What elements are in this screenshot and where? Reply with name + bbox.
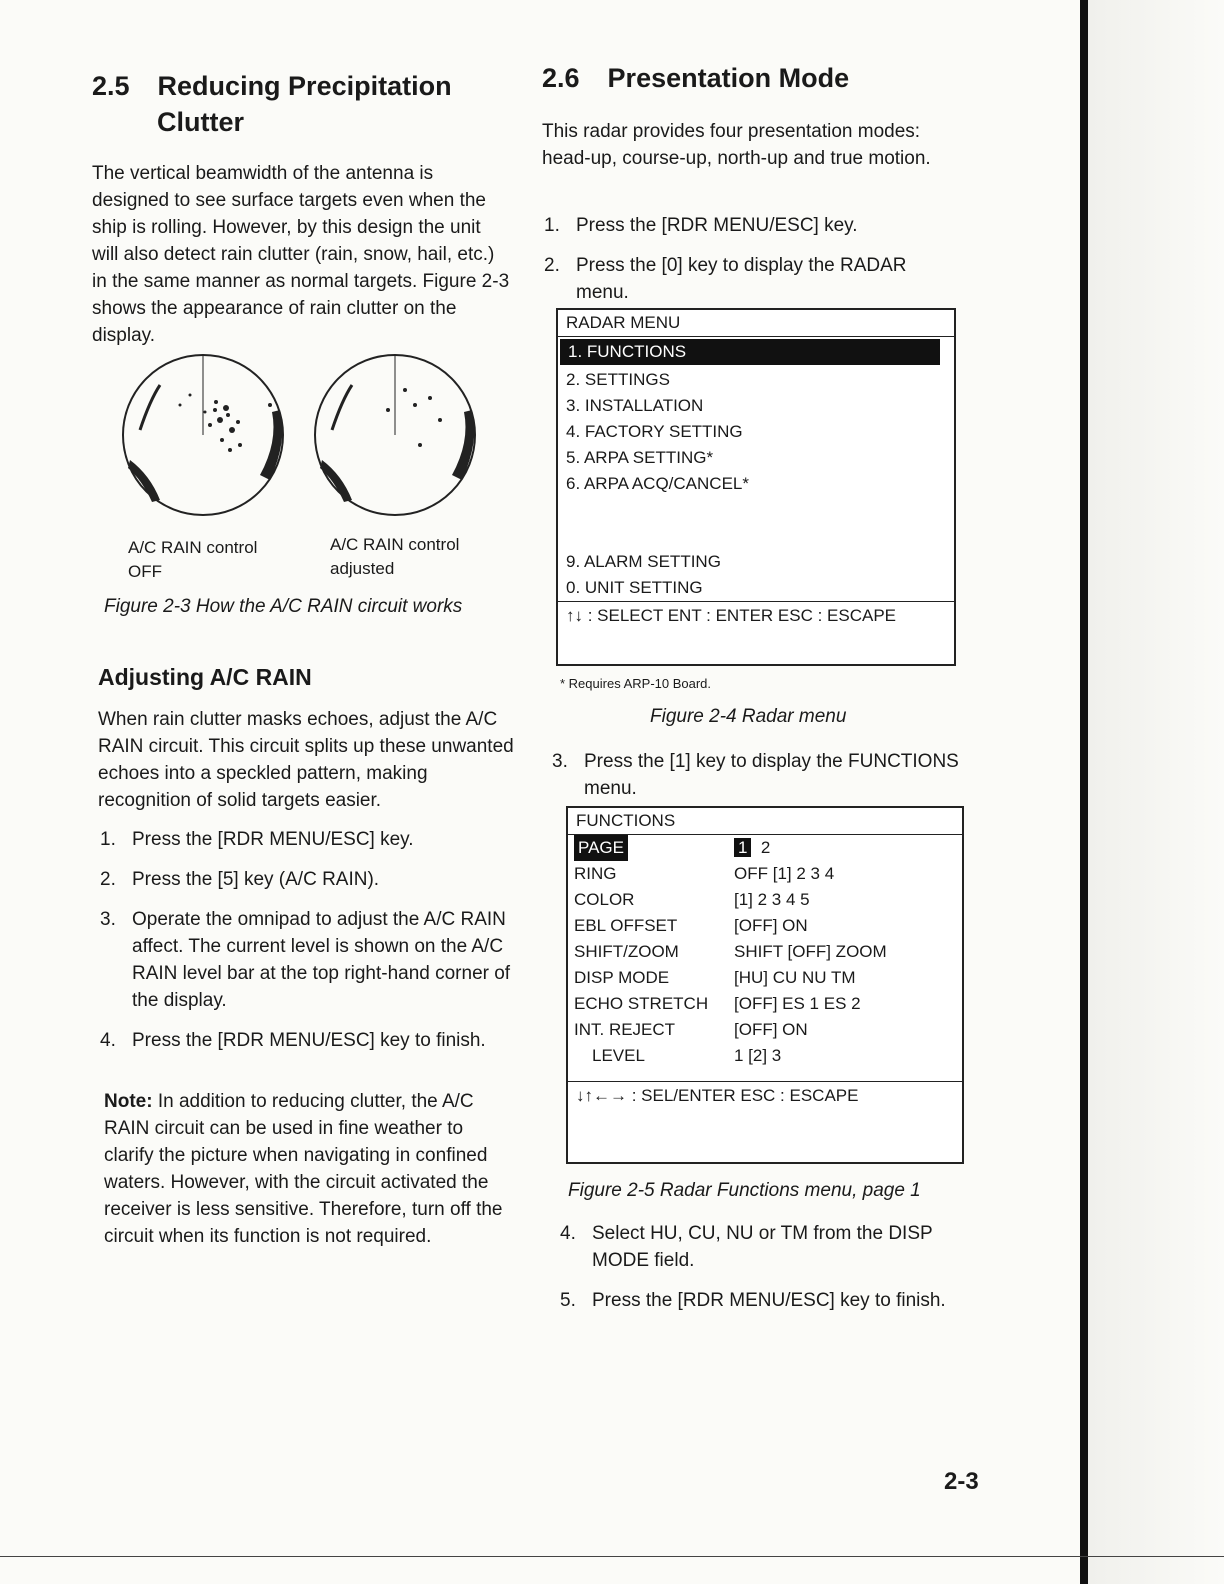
radar-scope-off (123, 355, 283, 515)
functions-row-echo-stretch[interactable] (568, 991, 962, 1017)
list-item (544, 252, 964, 306)
step-text: Press the [1] key to display the FUNCTIONS menu. (584, 751, 959, 799)
section-2-6-heading (542, 60, 849, 96)
figure-2-3-caption: Figure 2-3 How the A/C RAIN circuit works (104, 596, 463, 617)
section-number: 2.5 (92, 71, 130, 101)
row-label: LEVEL (592, 1046, 645, 1065)
note-label: Note: (104, 1091, 153, 1112)
note-paragraph (104, 1088, 516, 1250)
radar-menu-item-functions[interactable]: 1. FUNCTIONS (560, 339, 940, 365)
menu-gap (568, 1069, 962, 1081)
figure-label-adjusted (330, 533, 459, 581)
step-number: 5. (560, 1290, 576, 1311)
step-number: 3. (552, 751, 568, 772)
functions-menu-footer: ↓↑←→ : SEL/ENTER ESC : ESCAPE (568, 1081, 962, 1142)
list-item (100, 826, 514, 853)
step-text: Press the [RDR MENU/ESC] key to finish. (132, 1030, 486, 1051)
row-value: [1] 2 3 4 5 (734, 890, 810, 909)
row-value: SHIFT [OFF] ZOOM (734, 942, 887, 961)
ac-rain-steps-list (100, 826, 514, 1067)
list-item (552, 748, 972, 802)
section-2-5-heading (92, 68, 512, 140)
label-adjusted-line1: A/C RAIN control (330, 535, 460, 554)
presentation-steps-a (544, 212, 964, 319)
list-item (560, 1287, 974, 1314)
functions-row-level[interactable] (568, 1043, 962, 1069)
row-label: RING (574, 864, 617, 883)
radar-scope-adjusted (315, 355, 475, 515)
step-text: Press the [5] key (A/C RAIN). (132, 869, 380, 890)
list-item (100, 1027, 514, 1054)
functions-row-page (568, 835, 962, 861)
step-text: Press the [RDR MENU/ESC] key. (576, 215, 858, 236)
row-value: 1 [2] 3 (734, 1046, 782, 1065)
step-number: 1. (544, 215, 560, 236)
note-text: In addition to reducing clutter, the A/C RAIN circuit can be used in fine weather to clarify the picture when navigating in confined waters. However, with the circuit activated the receiver is less sensitive. Therefore, turn off the circuit when its function is not required. (104, 1091, 503, 1247)
list-item (560, 1220, 974, 1274)
arp-footnote: * Requires ARP-10 Board. (560, 676, 712, 691)
page-label[interactable]: PAGE (574, 835, 628, 861)
presentation-step-3 (552, 748, 972, 815)
row-value: [OFF] ES 1 ES 2 (734, 994, 861, 1013)
radar-menu-item-installation[interactable]: 3. INSTALLATION (566, 396, 704, 415)
step-number: 1. (100, 829, 116, 850)
step-text: Press the [0] key to display the RADAR menu. (576, 255, 907, 303)
section-title-line1: Reducing Precipitation (157, 71, 452, 101)
row-value: [OFF] ON (734, 1020, 808, 1039)
radar-menu-box (556, 308, 956, 666)
functions-menu-box (566, 806, 964, 1164)
presentation-steps-b (560, 1220, 974, 1327)
list-item (544, 212, 964, 239)
step-text: Operate the omnipad to adjust the A/C RAIN affect. The current level is shown on the A/C RAIN level bar at the top right-hand corner of the display. (132, 909, 511, 1011)
step-number: 3. (100, 909, 116, 930)
radar-menu-item-arpa-acq-cancel[interactable]: 6. ARPA ACQ/CANCEL* (566, 474, 749, 493)
figure-2-5-caption: Figure 2-5 Radar Functions menu, page 1 (568, 1180, 921, 1201)
functions-row-shift-zoom[interactable] (568, 939, 962, 965)
functions-row-ebl-offset[interactable] (568, 913, 962, 939)
functions-row-ring[interactable] (568, 861, 962, 887)
step-number: 2. (544, 255, 560, 276)
row-label: ECHO STRETCH (574, 994, 709, 1013)
row-label: SHIFT/ZOOM (574, 942, 679, 961)
book-spine-edge (1080, 0, 1224, 1584)
rain-clutter-figure (120, 350, 520, 525)
radar-menu-title: RADAR MENU (558, 310, 954, 337)
radar-menu-footer: ↑↓ : SELECT ENT : ENTER ESC : ESCAPE (558, 601, 954, 662)
row-value: [OFF] ON (734, 916, 808, 935)
row-value: [HU] CU NU TM (734, 968, 856, 987)
intro-paragraph: The vertical beamwidth of the antenna is designed to see surface targets even when the ship is rolling. However, by this design the unit will also detect rain clutter (rain, snow, hail, etc.) in the same manner as normal targets. Figure 2-3 shows the appearance of rain clutter on the display. (92, 163, 510, 346)
adjusting-intro-paragraph: When rain clutter masks echoes, adjust the A/C RAIN circuit. This circuit splits up these unwanted echoes into a speckled pattern, making recognition of solid targets easier. (98, 709, 514, 811)
radar-menu-item-factory-setting[interactable]: 4. FACTORY SETTING (566, 422, 743, 441)
functions-row-int-reject[interactable] (568, 1017, 962, 1043)
row-label: COLOR (574, 890, 635, 909)
bottom-rule (0, 1556, 1224, 1557)
row-label: DISP MODE (574, 968, 670, 987)
step-number: 4. (100, 1030, 116, 1051)
radar-menu-item-arpa-setting[interactable]: 5. ARPA SETTING* (566, 448, 714, 467)
label-off-line2: OFF (128, 562, 162, 581)
radar-menu-item-unit-setting[interactable]: 0. UNIT SETTING (566, 578, 703, 597)
menu-gap (558, 497, 954, 549)
label-adjusted-line2: adjusted (330, 559, 395, 578)
list-item (100, 906, 514, 1014)
radar-menu-item-alarm-setting[interactable]: 9. ALARM SETTING (566, 552, 721, 571)
figure-2-4-caption: Figure 2-4 Radar menu (650, 706, 847, 727)
step-number: 4. (560, 1223, 576, 1244)
step-text: Select HU, CU, NU or TM from the DISP MODE field. (592, 1223, 933, 1271)
presentation-intro: This radar provides four presentation modes: head-up, course-up, north-up and true motion. (542, 121, 931, 169)
figure-label-off (128, 536, 257, 584)
section-title-line2: Clutter (157, 107, 244, 137)
adjusting-ac-rain-heading: Adjusting A/C RAIN (98, 664, 312, 690)
functions-menu-title: FUNCTIONS (568, 808, 962, 835)
label-off-line1: A/C RAIN control (128, 538, 258, 557)
step-text: Press the [RDR MENU/ESC] key to finish. (592, 1290, 946, 1311)
row-value: OFF [1] 2 3 4 (734, 864, 835, 883)
section-number: 2.6 (542, 63, 580, 93)
row-label: EBL OFFSET (574, 916, 678, 935)
step-number: 2. (100, 869, 116, 890)
section-title: Presentation Mode (607, 63, 850, 93)
step-text: Press the [RDR MENU/ESC] key. (132, 829, 414, 850)
page-selected[interactable]: 1 (734, 838, 751, 857)
row-label: INT. REJECT (574, 1020, 676, 1039)
functions-row-disp-mode[interactable] (568, 965, 962, 991)
radar-menu-item-settings[interactable]: 2. SETTINGS (566, 370, 670, 389)
page-number: 2-3 (944, 1468, 979, 1495)
list-item (100, 866, 514, 893)
functions-row-color[interactable] (568, 887, 962, 913)
page-other[interactable]: 2 (760, 838, 771, 857)
